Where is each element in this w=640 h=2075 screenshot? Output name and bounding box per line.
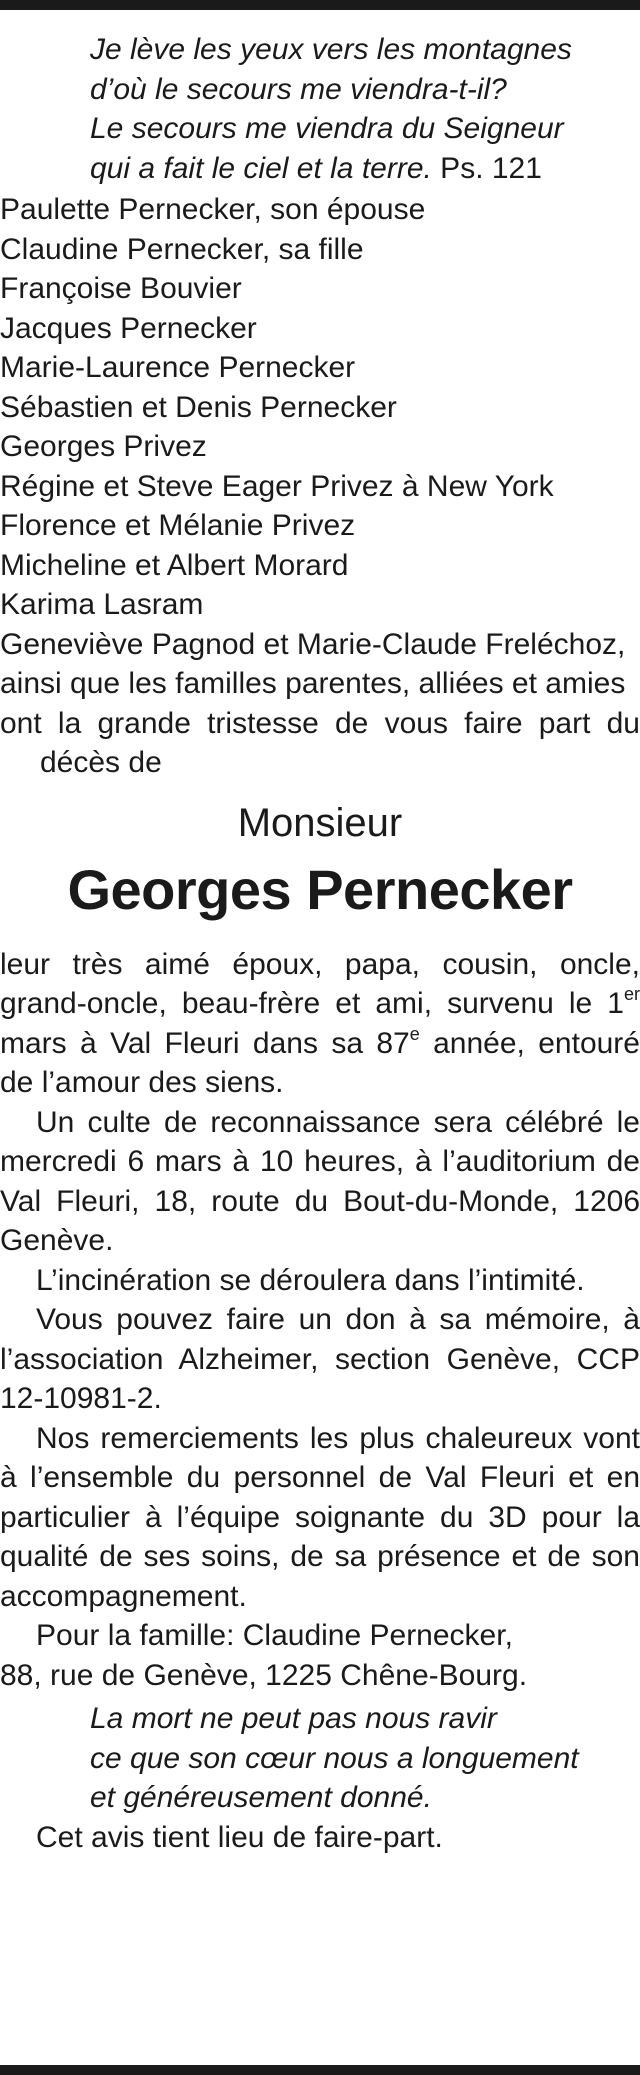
mourners-list xyxy=(0,190,640,783)
donation-paragraph: Vous pouvez faire un don à sa mémoire, à l’association Alzheimer, section Genève, CCP 12-10981-2. xyxy=(0,1303,640,1415)
verse-line xyxy=(90,149,640,189)
mourner-name: Régine et Steve Eager Privez à New York xyxy=(0,469,554,503)
mourner-name: Françoise Bouvier xyxy=(0,272,242,305)
bio-text: année, entouré de l’amour des siens. xyxy=(0,1026,640,1099)
verse-line: ce que son cœur nous a longuement xyxy=(90,1741,579,1775)
verse-reference: Ps. 121 xyxy=(431,151,542,185)
mourner-name: Claudine Pernecker, sa fille xyxy=(0,232,364,266)
cremation-paragraph: L’incinération se déroulera dans l’intimité. xyxy=(36,1263,585,1297)
mourner-name: Paulette Pernecker, son épouse xyxy=(0,193,426,226)
announcement-line: ont la grande tristesse de vous faire part du décès de xyxy=(0,706,640,779)
ordinal-suffix: er xyxy=(623,984,640,1005)
mourner-name: Karima Lasram xyxy=(0,588,204,621)
bio-text: leur très aimé époux, papa, cousin, oncle, grand-oncle, beau-frère et ami, survenu le 1 xyxy=(0,947,640,1020)
contact-address: 88, rue de Genève, 1225 Chêne-Bourg. xyxy=(0,1658,528,1692)
bottom-rule xyxy=(0,2065,640,2075)
verse-line: et généreusement donné. xyxy=(90,1781,432,1814)
bio-text: mars à Val Fleuri dans sa 87 xyxy=(0,1026,410,1060)
mourner-name: Sébastien et Denis Pernecker xyxy=(0,390,397,424)
mourner-name: Florence et Mélanie Privez xyxy=(0,509,356,542)
thanks-paragraph: Nos remerciements les plus chaleureux vont à l’ensemble du personnel de Val Fleuri et en particulier à l’équipe soignante du 3D pour la qualité de ses soins, de sa présence et de son accompagnement. xyxy=(0,1421,640,1613)
contact-block xyxy=(0,1616,640,1695)
top-rule xyxy=(0,0,640,10)
closing-note: Cet avis tient lieu de faire-part. xyxy=(36,1820,443,1854)
verse-line: Je lève les yeux vers les montagnes xyxy=(90,33,572,66)
mourner-name: Geneviève Pagnod et Marie-Claude Freléchoz, xyxy=(0,627,626,661)
families-line: ainsi que les familles parentes, alliées et amies xyxy=(0,667,626,700)
verse-line: La mort ne peut pas nous ravir xyxy=(90,1702,497,1735)
verse-line: d’où le secours me viendra-t-il? xyxy=(90,72,507,106)
contact-line: Pour la famille: Claudine Pernecker, xyxy=(36,1619,513,1652)
salutation: Monsieur xyxy=(237,800,403,845)
bio-paragraph xyxy=(0,945,640,1103)
notice-body xyxy=(0,30,640,1857)
verse-line-text: qui a fait le ciel et la terre. xyxy=(90,151,432,185)
mourner-name: Marie-Laurence Pernecker xyxy=(0,351,356,384)
mourner-name: Jacques Pernecker xyxy=(0,311,257,345)
ordinal-suffix: e xyxy=(409,1023,420,1044)
verse-line: Le secours me viendra du Seigneur xyxy=(90,112,564,145)
closing-verse xyxy=(0,1699,640,1818)
opening-verse xyxy=(0,30,640,188)
mourner-name: Micheline et Albert Morard xyxy=(0,548,349,582)
service-paragraph: Un culte de reconnaissance sera célébré le mercredi 6 mars à 10 heures, à l’auditorium de Val Fleuri, 18, route du Bout-du-Monde, 1206 Genève. xyxy=(0,1105,640,1257)
deceased-name: Georges Pernecker xyxy=(67,857,573,921)
mourner-name: Georges Privez xyxy=(0,430,207,463)
